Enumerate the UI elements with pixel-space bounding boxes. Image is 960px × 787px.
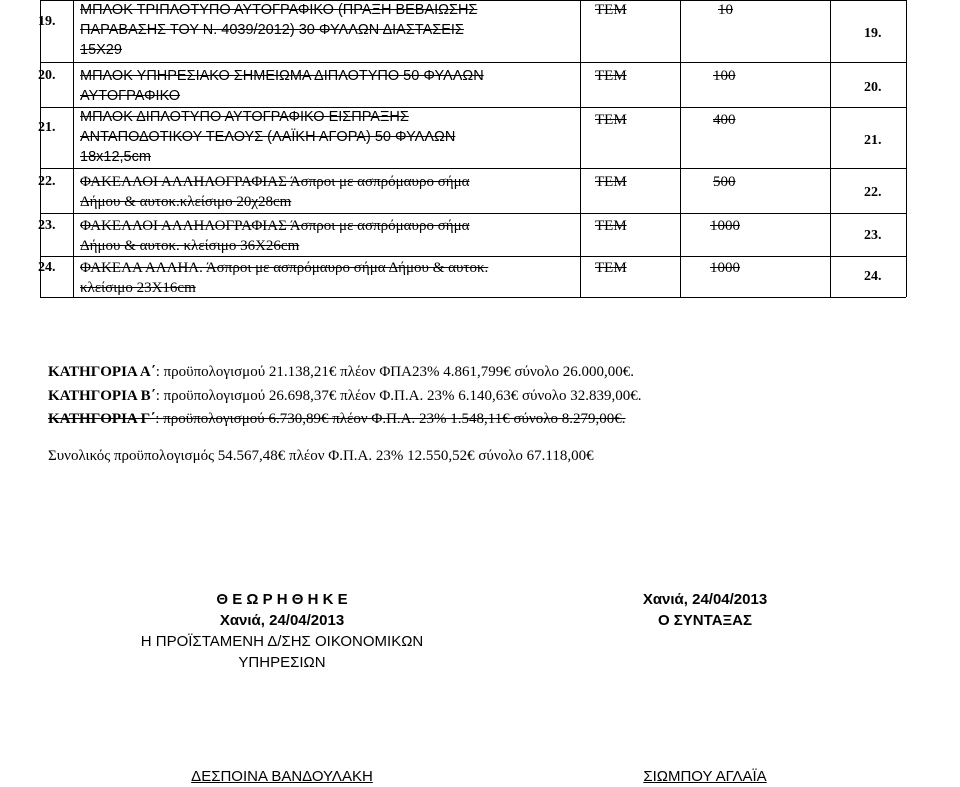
row-description-line: 18x12,5cm [80,149,151,165]
row-description-line: ΦΑΚΕΛΛΟΙ ΑΛΛΗΛΟΓΡΑΦΙΑΣ Άσπροι με ασπρόμαυρο σήμα [80,174,470,190]
table-divider-num [73,0,74,297]
row-number: 21. [38,120,56,135]
row-description-line: ΠΑΡΑΒΑΣΗΣ ΤΟΥ Ν. 4039/2012) 30 ΦΥΛΛΩΝ ΔΙΑΣΤΑΣΕΙΣ [80,22,464,38]
row-unit: ΤΕΜ [595,2,627,18]
row-description-line: ΑΥΤΟΓΡΑΦΙΚΟ [80,88,181,104]
signature-left-block [132,589,432,673]
row-description-line: ΦΑΚΕΛΛΟΙ ΑΛΛΗΛΟΓΡΑΦΙΑΣ Άσπροι με ασπρόμαυρο σήμα [80,218,470,234]
summary-category-b [48,386,642,406]
row-description-line: ΜΠΛΟΚ ΔΙΠΛΟΤΥΠΟ ΑΥΤΟΓΡΑΦΙΚΟ ΕΙΣΠΡΑΞΗΣ [80,109,409,125]
row-quantity: 1000 [710,218,740,234]
row-divider [40,256,906,257]
right-date: Χανιά, 24/04/2013 [642,591,768,608]
right-role: Ο ΣΥΝΤΑΞΑΣ [657,612,753,629]
row-unit: ΤΕΜ [595,112,627,128]
row-number: 22. [38,174,56,189]
left-signatory-name: ΔΕΣΠΟΙΝΑ ΒΑΝΔΟΥΛΑΚΗ [191,768,373,785]
row-number: 23. [38,218,56,233]
row-right-number: 20. [864,80,882,95]
row-description-line: 15Χ29 [80,42,122,58]
row-number: 24. [38,260,56,275]
table-border-right [906,0,907,297]
category-c-text: : προϋπολογισμού 6.730,89€ πλέον Φ.Π.Α. 23% 1.548,11€ σύνολο 8.279,00€. [155,411,626,427]
left-date: Χανιά, 24/04/2013 [219,612,345,629]
row-divider [40,213,906,214]
row-unit: ΤΕΜ [595,68,627,84]
left-role-line-1: Η ΠΡΟΪΣΤΑΜΕΝΗ Δ/ΣΗΣ ΟΙΚΟΝΟΜΙΚΩΝ [140,633,424,650]
category-b-label: ΚΑΤΗΓΟΡΙΑ Β΄ [48,388,156,404]
items-table [40,0,906,297]
row-unit: ΤΕΜ [595,260,627,276]
approved-title: Θ Ε Ω Ρ Η Θ Η Κ Ε [216,591,348,608]
table-divider-unit [680,0,681,297]
row-description-line: ΜΠΛΟΚ ΥΠΗΡΕΣΙΑΚΟ ΣΗΜΕΙΩΜΑ ΔΙΠΛΟΤΥΠΟ 50 ΦΥΛΛΩΝ [80,68,484,84]
category-a-text: : προϋπολογισμού 21.138,21€ πλέον ΦΠΑ23% 4.861,799€ σύνολο 26.000,00€. [155,364,635,380]
row-quantity: 100 [713,68,736,84]
row-right-number: 22. [864,185,882,200]
row-description-line: Δήμου & αυτοκ. κλείσιμο 36Χ26cm [80,238,300,254]
row-quantity: 500 [713,174,736,190]
row-right-number: 23. [864,228,882,243]
row-divider [40,168,906,169]
left-role-line-2: ΥΠΗΡΕΣΙΩΝ [238,654,326,671]
category-a-label: ΚΑΤΗΓΟΡΙΑ Α΄ [48,364,156,380]
summary-category-a [48,362,634,382]
row-description-line: Δήμου & αυτοκ.κλείσιμο 20χ28cm [80,194,292,210]
summary-category-c [48,409,626,429]
table-border-left [40,0,41,297]
row-right-number: 24. [864,269,882,284]
row-quantity: 10 [718,2,733,18]
row-description-line: κλείσιμο 23Χ16cm [80,280,196,296]
row-quantity: 1000 [710,260,740,276]
row-description-line: ΑΝΤΑΠΟΔΟΤΙΚΟΥ ΤΕΛΟΥΣ (ΛΑΪΚΗ ΑΓΟΡΑ) 50 ΦΥΛΛΩΝ [80,129,456,145]
row-quantity: 400 [713,112,736,128]
category-b-text: : προϋπολογισμού 26.698,37€ πλέον Φ.Π.Α. 23% 6.140,63€ σύνολο 32.839,00€. [155,388,642,404]
row-unit: ΤΕΜ [595,218,627,234]
right-signatory-name: ΣΙΩΜΠΟΥ ΑΓΛΑΪΑ [643,768,767,785]
row-number: 20. [38,68,56,83]
signature-right-block [590,589,820,631]
row-right-number: 21. [864,133,882,148]
row-description-line: ΦΑΚΕΛΑ ΑΛΛΗΛ. Άσπροι με ασπρόμαυρο σήμα Δήμου & αυτοκ. [80,260,489,276]
table-divider-qty [830,0,831,297]
table-divider-desc [580,0,581,297]
summary-total: Συνολικός προϋπολογισμός 54.567,48€ πλέον Φ.Π.Α. 23% 12.550,52€ σύνολο 67.118,00€ [48,448,594,464]
row-right-number: 19. [864,26,882,41]
category-c-label: ΚΑΤΗΓΟΡΙΑ Γ΄ [48,411,156,427]
row-description-line: ΜΠΛΟΚ ΤΡΙΠΛΟΤΥΠΟ ΑΥΤΟΓΡΑΦΙΚΟ (ΠΡΑΞΗ ΒΕΒΑΙΩΣΗΣ [80,2,478,18]
row-unit: ΤΕΜ [595,174,627,190]
row-number: 19. [38,14,56,29]
row-divider [40,62,906,63]
